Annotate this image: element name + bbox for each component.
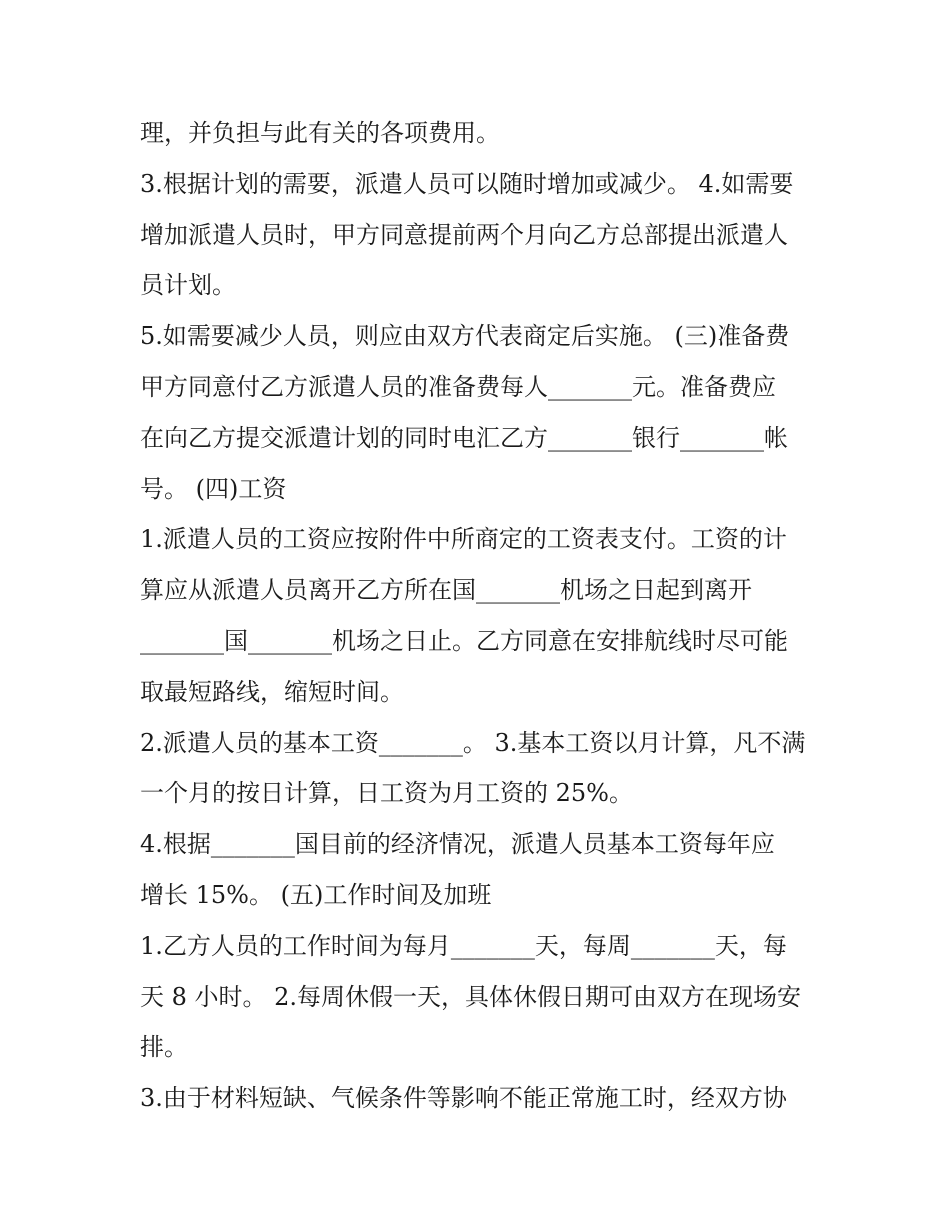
text-line: 排。 bbox=[140, 1033, 188, 1062]
text-line: 取最短路线，缩短时间。 bbox=[140, 677, 404, 706]
text-line: 4.根据_______国目前的经济情况，派遣人员基本工资每年应 bbox=[140, 830, 775, 859]
text-line: 1.派遣人员的工资应按附件中所商定的工资表支付。工资的计 bbox=[140, 525, 787, 554]
text-line: 甲方同意付乙方派遣人员的准备费每人_______元。准备费应 bbox=[140, 372, 776, 401]
text-line: 2.派遣人员的基本工资_______。 3.基本工资以月计算，凡不满 bbox=[140, 728, 806, 757]
text-line: 3.由于材料短缺、气候条件等影响不能正常施工时，经双方协 bbox=[140, 1084, 787, 1113]
text-line: 增长 15%。 (五)工作时间及加班 bbox=[140, 880, 492, 909]
text-line: 号。 (四)工资 bbox=[140, 474, 287, 503]
text-line: 3.根据计划的需要，派遣人员可以随时增加或减少。 4.如需要 bbox=[140, 169, 794, 198]
text-line: _______国_______机场之日止。乙方同意在安排航线时尽可能 bbox=[140, 626, 788, 655]
text-line: 增加派遣人员时，甲方同意提前两个月向乙方总部提出派遣人 bbox=[140, 220, 788, 249]
contract-text bbox=[140, 108, 820, 1124]
text-line: 员计划。 bbox=[140, 271, 236, 300]
text-line: 5.如需要减少人员，则应由双方代表商定后实施。 (三)准备费 bbox=[140, 322, 790, 351]
text-line: 理，并负担与此有关的各项费用。 bbox=[140, 119, 500, 147]
text-line: 在向乙方提交派遣计划的同时电汇乙方_______银行_______帐 bbox=[140, 423, 788, 452]
text-line: 一个月的按日计算，日工资为月工资的 25%。 bbox=[140, 779, 633, 808]
text-line: 天 8 小时。 2.每周休假一天，具体休假日期可由双方在现场安 bbox=[140, 982, 802, 1011]
text-line: 1.乙方人员的工作时间为每月_______天，每周_______天，每 bbox=[140, 931, 787, 960]
text-line: 算应从派遣人员离开乙方所在国_______机场之日起到离开 bbox=[140, 576, 752, 605]
